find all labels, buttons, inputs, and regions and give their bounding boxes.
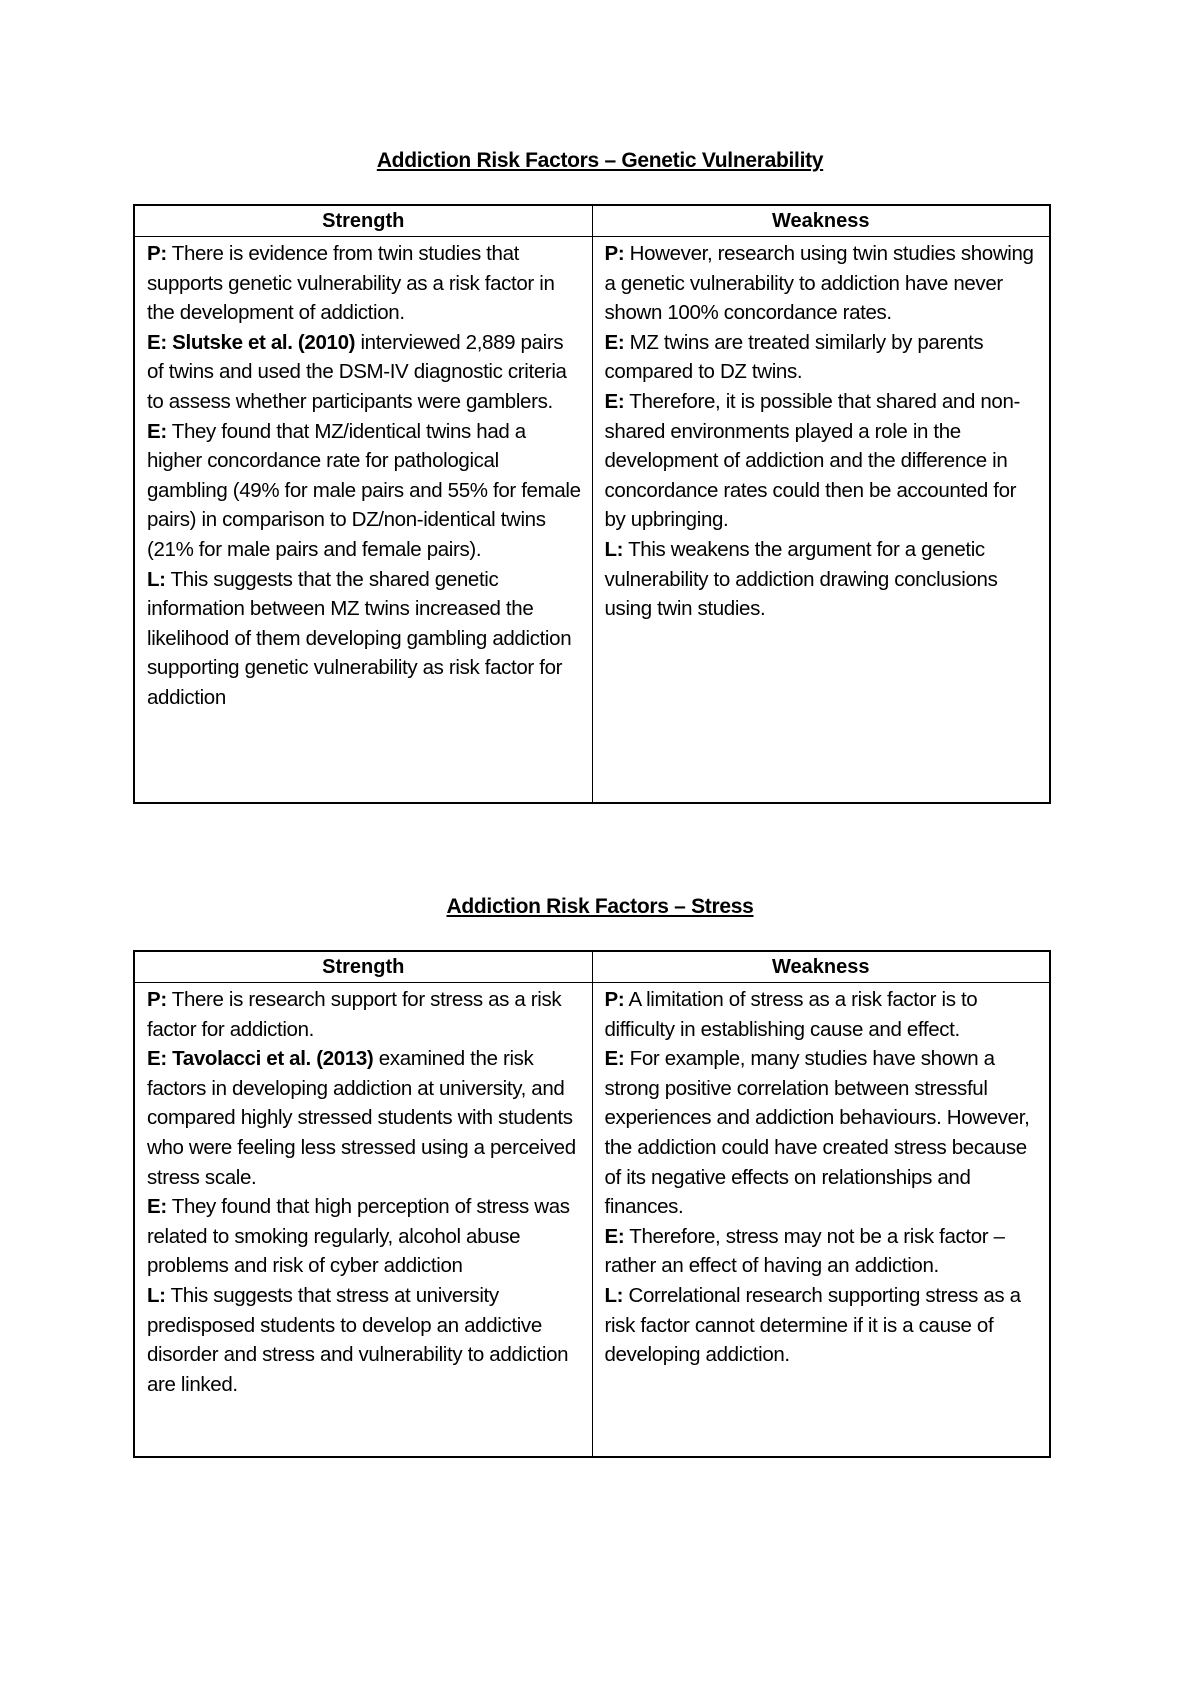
citation: Slutske et al. (2010) [166,330,356,354]
genetic-vulnerability-table [133,204,1051,804]
evidence-paragraph: E: Tavolacci et al. (2013) examined the risk factors in developing addiction at university, and compared highly stressed students with students who were feeling less stressed using a perceived stress scale. [147,1047,576,1189]
link-paragraph: L: Correlational research supporting stress as a risk factor cannot determine if it is a cause of developing addiction. [604,1283,1021,1367]
weakness-cell [592,983,1050,1456]
table-body [135,237,1049,802]
strength-cell [135,983,592,1456]
evidence-paragraph: E: Slutske et al. (2010) interviewed 2,889 pairs of twins and used the DSM-IV diagnostic criteria to assess whether participants were gamblers. [147,330,567,413]
stress-table [133,950,1051,1458]
section-title-genetic: Addiction Risk Factors – Genetic Vulnerability [376,149,824,172]
section-title-stress: Addiction Risk Factors – Stress [446,895,754,918]
strength-cell [135,237,592,802]
table-header [135,952,1049,983]
point-paragraph: P: There is research support for stress as a risk factor for addiction. [147,988,562,1041]
citation: Tavolacci et al. (2013) [166,1047,374,1071]
link-paragraph: L: This weakens the argument for a genetic vulnerability to addiction drawing conclusions using twin studies. [604,537,998,621]
point-paragraph: P: A limitation of stress as a risk factor is to difficulty in establishing cause and effect. [604,988,978,1041]
explanation-paragraph: E: They found that MZ/identical twins had a higher concordance rate for pathological gambling (49% for male pairs and 55% for female pairs) in comparison to DZ/non-identical twins (21% for male pairs and female pairs). [147,419,581,561]
explanation-paragraph: E: They found that high perception of stress was related to smoking regularly, alcohol abuse problems and risk of cyber addiction [147,1195,570,1278]
point-paragraph: P: However, research using twin studies showing a genetic vulnerability to addiction have never shown 100% concordance rates. [604,242,1034,325]
link-paragraph: L: This suggests that the shared genetic information between MZ twins increased the likelihood of them developing gambling addiction supporting genetic vulnerability as risk factor for addiction [147,567,572,709]
strength-header: Strength [322,210,405,232]
evidence-paragraph: E: For example, many studies have shown a strong positive correlation between stressful experiences and addiction behaviours. However, the addiction could have created stress because of its negative effects on relationships and finances. [604,1047,1030,1219]
link-paragraph: L: This suggests that stress at university predisposed students to develop an addictive disorder and stress and vulnerability to addiction are linked. [147,1283,569,1396]
strength-header: Strength [322,956,405,978]
explanation-paragraph: E: Therefore, stress may not be a risk factor – rather an effect of having an addiction. [604,1224,1005,1278]
weakness-header: Weakness [592,206,1050,236]
weakness-header: Weakness [592,952,1050,982]
weakness-cell [592,237,1050,802]
evidence-paragraph: E: MZ twins are treated similarly by parents compared to DZ twins. [604,330,984,384]
point-paragraph: P: There is evidence from twin studies that supports genetic vulnerability as a risk factor in the development of addiction. [147,242,555,325]
table-body [135,983,1049,1456]
explanation-paragraph: E: Therefore, it is possible that shared and non-shared environments played a role in the development of addiction and the difference in concordance rates could then be accounted for by upbringing. [604,389,1021,532]
table-header [135,206,1049,237]
